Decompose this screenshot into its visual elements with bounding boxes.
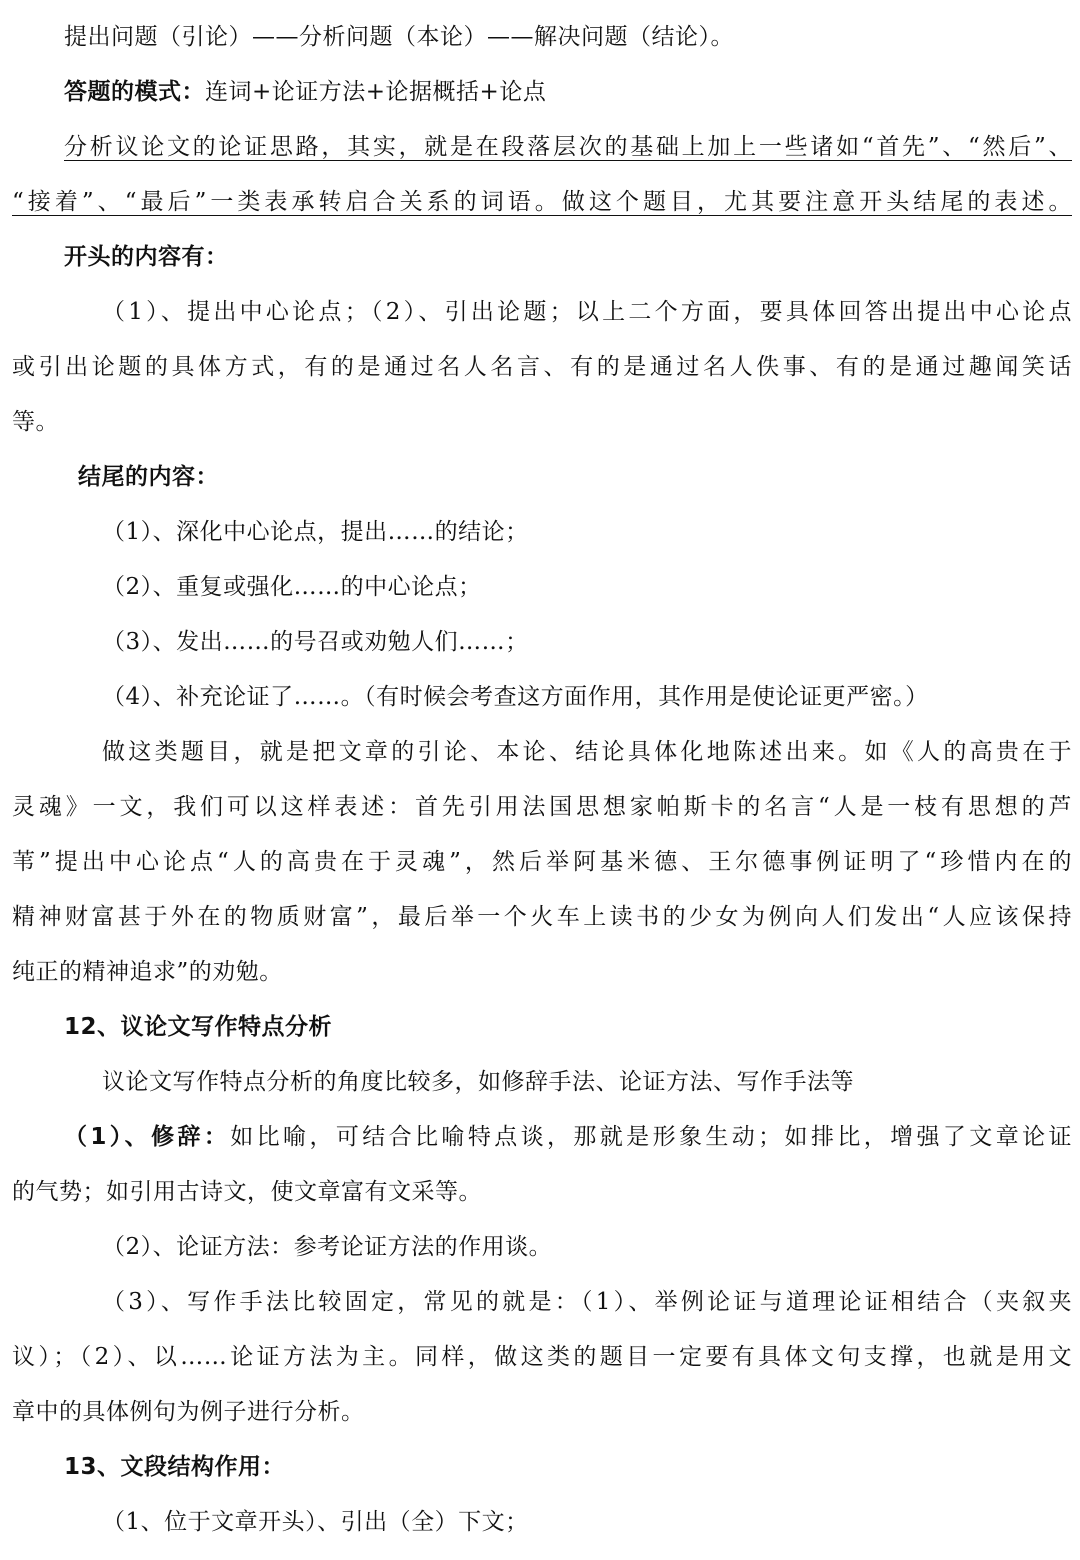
text-line: 章中的具体例句为例子进行分析。 (12, 1399, 365, 1425)
underlined-text-line: “接着”、“最后”一类表承转启合关系的词语。做这个题目，尤其要注意开头结尾的表述。 (12, 189, 1072, 215)
section-heading-ending: 结尾的内容： (78, 464, 219, 490)
answer-pattern-label: 答题的模式： (64, 79, 205, 105)
rhetoric-text: 如比喻，可结合比喻特点谈，那就是形象生动；如排比，增强了文章论证 (230, 1124, 1072, 1150)
rhetoric-label: （1）、修辞： (64, 1124, 231, 1150)
text-line: 灵魂》一文，我们可以这样表述：首先引用法国思想家帕斯卡的名言“人是一枝有思想的芦 (12, 794, 1072, 820)
list-item: （2）、论证方法：参考论证方法的作用谈。 (102, 1234, 553, 1260)
list-item: （3）、发出……的号召或劝勉人们……； (102, 629, 529, 655)
rhetoric-line (12, 1110, 1072, 1165)
answer-pattern-line (12, 65, 1072, 120)
text-line: 提出问题（引论）——分析问题（本论）——解决问题（结论）。 (64, 24, 734, 50)
text-line: 的气势；如引用古诗文，使文章富有文采等。 (12, 1179, 482, 1205)
text-line: 议）；（2）、以……论证方法为主。同样，做这类的题目一定要有具体文句支撑，也就是用文 (12, 1344, 1072, 1370)
list-item: （3）、写作手法比较固定，常见的就是：（1）、举例论证与道理论证相结合（夹叙夹 (102, 1289, 1072, 1315)
list-item: （2）、重复或强化……的中心论点； (102, 574, 482, 600)
text-line: 或引出论题的具体方式，有的是通过名人名言、有的是通过名人佚事、有的是通过趣闻笑话 (12, 354, 1072, 380)
text-line: （1）、提出中心论点；（2）、引出论题；以上二个方面，要具体回答出提出中心论点 (102, 299, 1072, 325)
list-item: （4）、补充论证了……。（有时候会考查这方面作用，其作用是使论证更严密。） (102, 684, 929, 710)
section-heading-12: 12、议论文写作特点分析 (64, 1014, 333, 1040)
text-line: 精神财富甚于外在的物质财富”，最后举一个火车上读书的少女为例向人们发出“人应该保持 (12, 904, 1072, 930)
underlined-text-line: 分析议论文的论证思路，其实，就是在段落层次的基础上加上一些诸如“首先”、“然后”、 (64, 134, 1072, 160)
text-line: 等。 (12, 409, 59, 435)
answer-pattern-text: 连词+论证方法+论据概括+论点 (205, 79, 547, 105)
section-heading-13: 13、文段结构作用： (64, 1454, 286, 1480)
section-heading-opening: 开头的内容有： (64, 244, 229, 270)
text-line: 做这类题目，就是把文章的引论、本论、结论具体化地陈述出来。如《人的高贵在于 (102, 739, 1072, 765)
text-line: 苇”提出中心论点“人的高贵在于灵魂”，然后举阿基米德、王尔德事例证明了“珍惜内在的 (12, 849, 1072, 875)
list-item: （1、位于文章开头）、引出（全）下文； (102, 1509, 529, 1535)
list-item: （1）、深化中心论点，提出……的结论； (102, 519, 529, 545)
text-line: 纯正的精神追求”的劝勉。 (12, 959, 283, 985)
text-line: 议论文写作特点分析的角度比较多，如修辞手法、论证方法、写作手法等 (102, 1069, 854, 1095)
